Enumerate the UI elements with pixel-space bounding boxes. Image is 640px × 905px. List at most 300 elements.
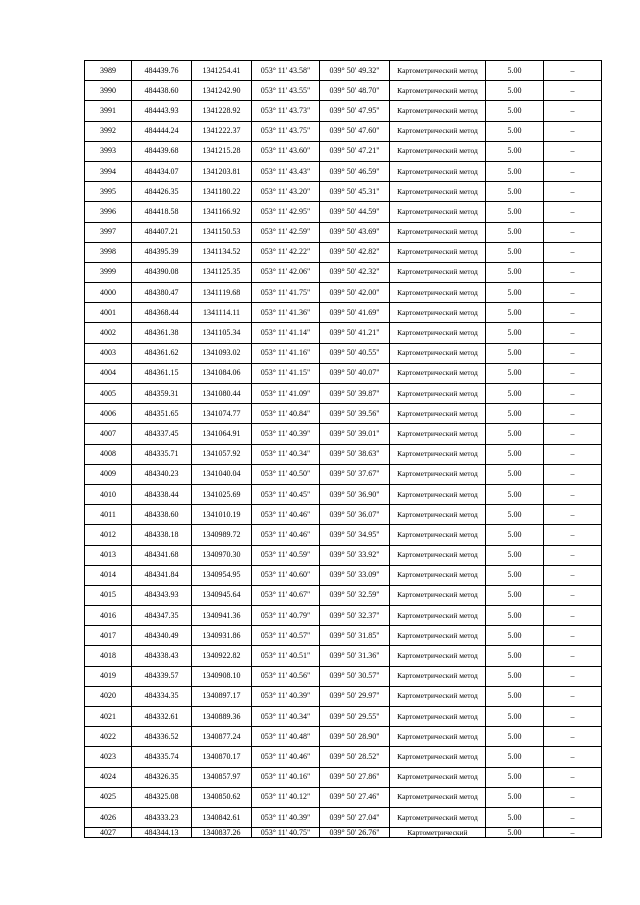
table-row [85,767,602,787]
point-number-cell: 4002 [85,323,132,343]
longitude-cell: 039° 50' 39.87" [320,384,390,404]
longitude-cell: 039° 50' 40.55" [320,343,390,363]
accuracy-cell: 5.00 [486,727,544,747]
longitude-cell: 039° 50' 39.01" [320,424,390,444]
longitude-cell: 039° 50' 29.55" [320,707,390,727]
accuracy-cell: 5.00 [486,101,544,121]
accuracy-cell: 5.00 [486,323,544,343]
y-coordinate-cell: 1341242.90 [192,81,252,101]
point-number-cell: 4000 [85,283,132,303]
point-number-cell: 3998 [85,242,132,262]
point-number-cell: 3996 [85,202,132,222]
longitude-cell: 039° 50' 41.69" [320,303,390,323]
y-coordinate-cell: 1340877.24 [192,727,252,747]
point-number-cell: 4017 [85,626,132,646]
accuracy-cell: 5.00 [486,565,544,585]
x-coordinate-cell: 484332.61 [132,707,192,727]
latitude-cell: 053° 11' 40.50" [252,464,320,484]
point-number-cell: 4009 [85,464,132,484]
longitude-cell: 039° 50' 31.36" [320,646,390,666]
method-cell: Картометрический метод [390,505,486,525]
accuracy-cell: 5.00 [486,384,544,404]
latitude-cell: 053° 11' 43.60" [252,141,320,161]
accuracy-cell: 5.00 [486,807,544,827]
x-coordinate-cell: 484335.71 [132,444,192,464]
table-row [85,666,602,686]
point-number-cell: 4018 [85,646,132,666]
y-coordinate-cell: 1340945.64 [192,585,252,605]
table-row [85,323,602,343]
accuracy-cell: 5.00 [486,606,544,626]
accuracy-cell: 5.00 [486,404,544,424]
latitude-cell: 053° 11' 41.75" [252,283,320,303]
y-coordinate-cell: 1341084.06 [192,363,252,383]
table-row [85,828,602,838]
longitude-cell: 039° 50' 42.00" [320,283,390,303]
accuracy-cell: 5.00 [486,505,544,525]
point-number-cell: 3995 [85,182,132,202]
table-row [85,161,602,181]
latitude-cell: 053° 11' 43.58" [252,61,320,81]
y-coordinate-cell: 1340897.17 [192,686,252,706]
method-cell: Картометрический метод [390,121,486,141]
point-number-cell: 4013 [85,545,132,565]
accuracy-cell: 5.00 [486,787,544,807]
note-cell: – [544,141,602,161]
latitude-cell: 053° 11' 41.16" [252,343,320,363]
longitude-cell: 039° 50' 27.04" [320,807,390,827]
point-number-cell: 3993 [85,141,132,161]
latitude-cell: 053° 11' 40.59" [252,545,320,565]
method-cell: Картометрический метод [390,61,486,81]
note-cell: – [544,767,602,787]
accuracy-cell: 5.00 [486,484,544,504]
x-coordinate-cell: 484407.21 [132,222,192,242]
x-coordinate-cell: 484338.43 [132,646,192,666]
table-row [85,404,602,424]
point-number-cell: 4015 [85,585,132,605]
table-row [85,787,602,807]
table-row [85,626,602,646]
accuracy-cell: 5.00 [486,121,544,141]
point-number-cell: 3997 [85,222,132,242]
note-cell: – [544,464,602,484]
x-coordinate-cell: 484361.62 [132,343,192,363]
y-coordinate-cell: 1340857.97 [192,767,252,787]
y-coordinate-cell: 1340954.95 [192,565,252,585]
note-cell: – [544,363,602,383]
table-row [85,363,602,383]
accuracy-cell: 5.00 [486,222,544,242]
x-coordinate-cell: 484351.65 [132,404,192,424]
latitude-cell: 053° 11' 40.45" [252,484,320,504]
note-cell: – [544,343,602,363]
note-cell: – [544,404,602,424]
y-coordinate-cell: 1341125.35 [192,262,252,282]
accuracy-cell: 5.00 [486,363,544,383]
table-row [85,565,602,585]
note-cell: – [544,707,602,727]
table-body [85,61,602,838]
method-cell: Картометрический метод [390,384,486,404]
y-coordinate-cell: 1341025.69 [192,484,252,504]
note-cell: – [544,585,602,605]
x-coordinate-cell: 484434.07 [132,161,192,181]
note-cell: – [544,666,602,686]
table-row [85,262,602,282]
note-cell: – [544,81,602,101]
y-coordinate-cell: 1341080.44 [192,384,252,404]
point-number-cell: 4020 [85,686,132,706]
table-row [85,101,602,121]
latitude-cell: 053° 11' 40.39" [252,686,320,706]
latitude-cell: 053° 11' 40.48" [252,727,320,747]
x-coordinate-cell: 484343.93 [132,585,192,605]
longitude-cell: 039° 50' 49.32" [320,61,390,81]
table-row [85,424,602,444]
longitude-cell: 039° 50' 38.63" [320,444,390,464]
accuracy-cell: 5.00 [486,747,544,767]
x-coordinate-cell: 484325.08 [132,787,192,807]
table-row [85,464,602,484]
x-coordinate-cell: 484444.24 [132,121,192,141]
point-number-cell: 4014 [85,565,132,585]
method-cell: Картометрический метод [390,666,486,686]
latitude-cell: 053° 11' 43.55" [252,81,320,101]
latitude-cell: 053° 11' 41.14" [252,323,320,343]
method-cell: Картометрический метод [390,787,486,807]
latitude-cell: 053° 11' 40.39" [252,807,320,827]
y-coordinate-cell: 1341010.19 [192,505,252,525]
x-coordinate-cell: 484380.47 [132,283,192,303]
table-row [85,484,602,504]
longitude-cell: 039° 50' 30.57" [320,666,390,686]
method-cell: Картометрический метод [390,202,486,222]
x-coordinate-cell: 484333.23 [132,807,192,827]
note-cell: – [544,202,602,222]
note-cell: – [544,61,602,81]
longitude-cell: 039° 50' 26.76" [320,828,390,838]
method-cell: Картометрический метод [390,646,486,666]
latitude-cell: 053° 11' 40.46" [252,747,320,767]
longitude-cell: 039° 50' 29.97" [320,686,390,706]
table-row [85,141,602,161]
note-cell: – [544,242,602,262]
accuracy-cell: 5.00 [486,525,544,545]
accuracy-cell: 5.00 [486,262,544,282]
latitude-cell: 053° 11' 42.22" [252,242,320,262]
longitude-cell: 039° 50' 32.37" [320,606,390,626]
accuracy-cell: 5.00 [486,444,544,464]
y-coordinate-cell: 1341114.11 [192,303,252,323]
y-coordinate-cell: 1340837.26 [192,828,252,838]
accuracy-cell: 5.00 [486,767,544,787]
x-coordinate-cell: 484347.35 [132,606,192,626]
accuracy-cell: 5.00 [486,424,544,444]
point-number-cell: 3989 [85,61,132,81]
table-row [85,343,602,363]
y-coordinate-cell: 1340850.62 [192,787,252,807]
y-coordinate-cell: 1341134.52 [192,242,252,262]
method-cell: Картометрический метод [390,686,486,706]
y-coordinate-cell: 1340908.10 [192,666,252,686]
longitude-cell: 039° 50' 47.21" [320,141,390,161]
table-row [85,222,602,242]
accuracy-cell: 5.00 [486,666,544,686]
longitude-cell: 039° 50' 33.92" [320,545,390,565]
method-cell: Картометрический метод [390,242,486,262]
longitude-cell: 039° 50' 47.95" [320,101,390,121]
method-cell: Картометрический метод [390,161,486,181]
longitude-cell: 039° 50' 43.69" [320,222,390,242]
accuracy-cell: 5.00 [486,161,544,181]
table-row [85,707,602,727]
longitude-cell: 039° 50' 32.59" [320,585,390,605]
x-coordinate-cell: 484335.74 [132,747,192,767]
y-coordinate-cell: 1341228.92 [192,101,252,121]
point-number-cell: 4003 [85,343,132,363]
point-number-cell: 4025 [85,787,132,807]
latitude-cell: 053° 11' 41.09" [252,384,320,404]
method-cell: Картометрический метод [390,707,486,727]
latitude-cell: 053° 11' 40.46" [252,505,320,525]
x-coordinate-cell: 484334.35 [132,686,192,706]
latitude-cell: 053° 11' 40.51" [252,646,320,666]
latitude-cell: 053° 11' 40.46" [252,525,320,545]
note-cell: – [544,606,602,626]
longitude-cell: 039° 50' 28.90" [320,727,390,747]
latitude-cell: 053° 11' 40.67" [252,585,320,605]
latitude-cell: 053° 11' 40.12" [252,787,320,807]
latitude-cell: 053° 11' 42.06" [252,262,320,282]
y-coordinate-cell: 1340941.36 [192,606,252,626]
longitude-cell: 039° 50' 40.07" [320,363,390,383]
table-row [85,444,602,464]
point-number-cell: 4001 [85,303,132,323]
note-cell: – [544,828,602,838]
method-cell: Картометрический метод [390,363,486,383]
longitude-cell: 039° 50' 45.31" [320,182,390,202]
longitude-cell: 039° 50' 47.60" [320,121,390,141]
note-cell: – [544,121,602,141]
x-coordinate-cell: 484390.08 [132,262,192,282]
x-coordinate-cell: 484439.76 [132,61,192,81]
note-cell: – [544,222,602,242]
point-number-cell: 3990 [85,81,132,101]
y-coordinate-cell: 1340922.82 [192,646,252,666]
x-coordinate-cell: 484438.60 [132,81,192,101]
point-number-cell: 4023 [85,747,132,767]
method-cell: Картометрический метод [390,747,486,767]
x-coordinate-cell: 484439.68 [132,141,192,161]
longitude-cell: 039° 50' 31.85" [320,626,390,646]
longitude-cell: 039° 50' 34.95" [320,525,390,545]
point-number-cell: 4004 [85,363,132,383]
table-row [85,646,602,666]
accuracy-cell: 5.00 [486,242,544,262]
method-cell: Картометрический метод [390,404,486,424]
latitude-cell: 053° 11' 43.20" [252,182,320,202]
y-coordinate-cell: 1341150.53 [192,222,252,242]
x-coordinate-cell: 484426.35 [132,182,192,202]
y-coordinate-cell: 1341215.28 [192,141,252,161]
method-cell: Картометрический метод [390,626,486,646]
method-cell: Картометрический метод [390,283,486,303]
longitude-cell: 039° 50' 27.46" [320,787,390,807]
note-cell: – [544,484,602,504]
y-coordinate-cell: 1341166.92 [192,202,252,222]
accuracy-cell: 5.00 [486,464,544,484]
note-cell: – [544,787,602,807]
table-row [85,747,602,767]
method-cell: Картометрический метод [390,767,486,787]
note-cell: – [544,444,602,464]
note-cell: – [544,182,602,202]
longitude-cell: 039° 50' 36.07" [320,505,390,525]
latitude-cell: 053° 11' 40.16" [252,767,320,787]
accuracy-cell: 5.00 [486,141,544,161]
latitude-cell: 053° 11' 42.95" [252,202,320,222]
table-row [85,505,602,525]
point-number-cell: 4005 [85,384,132,404]
point-number-cell: 4006 [85,404,132,424]
method-cell: Картометрический метод [390,585,486,605]
x-coordinate-cell: 484340.49 [132,626,192,646]
y-coordinate-cell: 1341203.81 [192,161,252,181]
accuracy-cell: 5.00 [486,626,544,646]
accuracy-cell: 5.00 [486,686,544,706]
method-cell: Картометрический метод [390,424,486,444]
longitude-cell: 039° 50' 42.82" [320,242,390,262]
y-coordinate-cell: 1340970.30 [192,545,252,565]
table-row [85,121,602,141]
method-cell: Картометрический метод [390,343,486,363]
note-cell: – [544,626,602,646]
x-coordinate-cell: 484418.58 [132,202,192,222]
longitude-cell: 039° 50' 36.90" [320,484,390,504]
coordinates-table-page [84,60,601,838]
method-cell: Картометрический метод [390,323,486,343]
x-coordinate-cell: 484368.44 [132,303,192,323]
accuracy-cell: 5.00 [486,61,544,81]
y-coordinate-cell: 1341222.37 [192,121,252,141]
method-cell: Картометрический метод [390,101,486,121]
y-coordinate-cell: 1340870.17 [192,747,252,767]
accuracy-cell: 5.00 [486,828,544,838]
y-coordinate-cell: 1340989.72 [192,525,252,545]
point-number-cell: 4027 [85,828,132,838]
x-coordinate-cell: 484443.93 [132,101,192,121]
table-row [85,182,602,202]
point-number-cell: 3991 [85,101,132,121]
point-number-cell: 4021 [85,707,132,727]
method-cell: Картометрический метод [390,222,486,242]
latitude-cell: 053° 11' 40.60" [252,565,320,585]
longitude-cell: 039° 50' 39.56" [320,404,390,424]
table-row [85,686,602,706]
method-cell: Картометрический метод [390,444,486,464]
y-coordinate-cell: 1341254.41 [192,61,252,81]
accuracy-cell: 5.00 [486,585,544,605]
y-coordinate-cell: 1341093.02 [192,343,252,363]
note-cell: – [544,505,602,525]
note-cell: – [544,545,602,565]
note-cell: – [544,424,602,444]
accuracy-cell: 5.00 [486,545,544,565]
x-coordinate-cell: 484395.39 [132,242,192,262]
method-cell: Картометрический [390,828,486,838]
x-coordinate-cell: 484338.60 [132,505,192,525]
accuracy-cell: 5.00 [486,283,544,303]
longitude-cell: 039° 50' 48.70" [320,81,390,101]
table-row [85,61,602,81]
latitude-cell: 053° 11' 40.39" [252,424,320,444]
longitude-cell: 039° 50' 41.21" [320,323,390,343]
table-row [85,202,602,222]
point-number-cell: 4007 [85,424,132,444]
method-cell: Картометрический метод [390,141,486,161]
latitude-cell: 053° 11' 40.34" [252,444,320,464]
latitude-cell: 053° 11' 41.15" [252,363,320,383]
point-number-cell: 4024 [85,767,132,787]
point-number-cell: 4008 [85,444,132,464]
accuracy-cell: 5.00 [486,343,544,363]
longitude-cell: 039° 50' 44.59" [320,202,390,222]
accuracy-cell: 5.00 [486,202,544,222]
y-coordinate-cell: 1341064.91 [192,424,252,444]
method-cell: Картометрический метод [390,545,486,565]
accuracy-cell: 5.00 [486,81,544,101]
y-coordinate-cell: 1341057.92 [192,444,252,464]
x-coordinate-cell: 484341.84 [132,565,192,585]
note-cell: – [544,686,602,706]
method-cell: Картометрический метод [390,565,486,585]
x-coordinate-cell: 484338.44 [132,484,192,504]
table-row [85,384,602,404]
accuracy-cell: 5.00 [486,646,544,666]
note-cell: – [544,283,602,303]
longitude-cell: 039° 50' 27.86" [320,767,390,787]
point-number-cell: 4011 [85,505,132,525]
y-coordinate-cell: 1340842.61 [192,807,252,827]
y-coordinate-cell: 1341105.34 [192,323,252,343]
point-number-cell: 3999 [85,262,132,282]
x-coordinate-cell: 484361.15 [132,363,192,383]
method-cell: Картометрический метод [390,81,486,101]
method-cell: Картометрический метод [390,484,486,504]
point-number-cell: 4026 [85,807,132,827]
x-coordinate-cell: 484340.23 [132,464,192,484]
latitude-cell: 053° 11' 43.43" [252,161,320,181]
point-number-cell: 3994 [85,161,132,181]
y-coordinate-cell: 1341180.22 [192,182,252,202]
table-row [85,606,602,626]
x-coordinate-cell: 484337.45 [132,424,192,444]
x-coordinate-cell: 484361.38 [132,323,192,343]
method-cell: Картометрический метод [390,727,486,747]
x-coordinate-cell: 484339.57 [132,666,192,686]
method-cell: Картометрический метод [390,525,486,545]
y-coordinate-cell: 1340931.86 [192,626,252,646]
table-row [85,585,602,605]
method-cell: Картометрический метод [390,182,486,202]
point-number-cell: 4012 [85,525,132,545]
x-coordinate-cell: 484341.68 [132,545,192,565]
note-cell: – [544,727,602,747]
table-row [85,303,602,323]
table-row [85,81,602,101]
table-row [85,242,602,262]
